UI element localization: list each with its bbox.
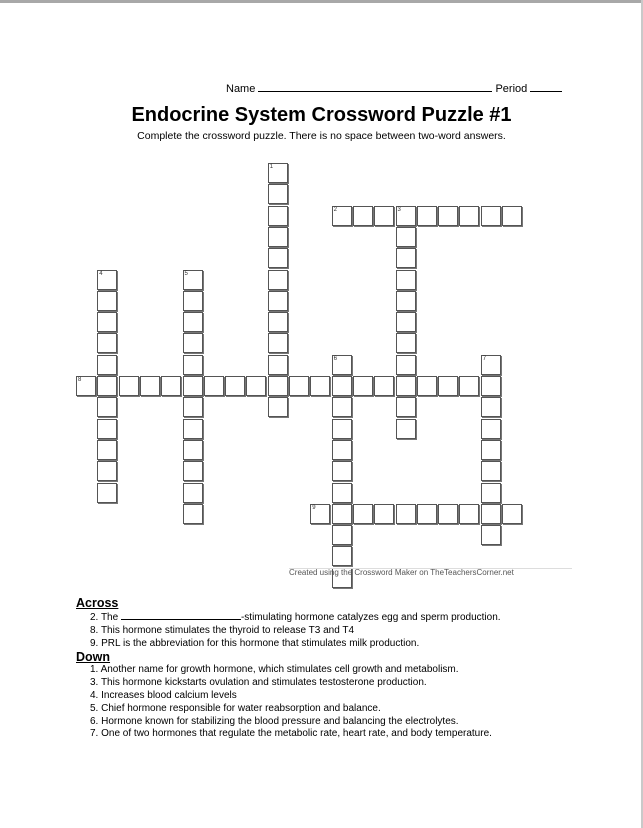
credit-text: Created using the Crossword Maker on TheTeachersCorner.net — [289, 568, 514, 577]
grid-cell[interactable] — [353, 206, 373, 226]
down-clue-4 — [76, 690, 501, 703]
clue-number-label: 2 — [333, 206, 337, 213]
grid-cell[interactable] — [183, 291, 203, 311]
grid-cell[interactable] — [183, 397, 203, 417]
grid-cell[interactable] — [332, 376, 352, 396]
grid-cell[interactable] — [97, 355, 117, 375]
grid-cell[interactable] — [268, 355, 288, 375]
grid-cell[interactable] — [310, 376, 330, 396]
grid-cell[interactable] — [396, 419, 416, 439]
grid-cell[interactable] — [268, 333, 288, 353]
clue-text: Another name for growth hormone, which stimulates cell growth and metabolism. — [100, 664, 459, 676]
grid-cell[interactable] — [396, 270, 416, 290]
grid-cell[interactable] — [332, 206, 352, 226]
grid-cell[interactable] — [332, 483, 352, 503]
grid-cell[interactable] — [97, 483, 117, 503]
down-clue-6 — [76, 716, 501, 729]
grid-cell[interactable] — [161, 376, 181, 396]
grid-cell[interactable] — [183, 419, 203, 439]
clue-number-label: 7 — [482, 355, 487, 362]
grid-cell[interactable] — [481, 440, 501, 460]
grid-cell[interactable] — [268, 376, 288, 396]
clue-number: 9. — [90, 637, 99, 649]
page-title: Endocrine System Crossword Puzzle #1 — [131, 104, 512, 126]
grid-cell[interactable] — [289, 376, 309, 396]
grid-cell[interactable] — [183, 376, 203, 396]
grid-cell[interactable] — [97, 291, 117, 311]
grid-cell[interactable] — [396, 355, 416, 375]
grid-cell[interactable] — [97, 270, 117, 290]
grid-cell[interactable] — [268, 397, 288, 417]
name-label: Name — [226, 83, 256, 95]
grid-cell[interactable] — [481, 355, 501, 375]
grid-cell[interactable] — [417, 206, 437, 226]
clue-number: 8. — [90, 624, 99, 636]
grid-cell[interactable] — [459, 376, 479, 396]
grid-cell[interactable] — [396, 312, 416, 332]
grid-cell[interactable] — [396, 248, 416, 268]
grid-cell[interactable] — [183, 440, 203, 460]
clue-text: One of two hormones that regulate the metabolic rate, heart rate, and body temperature. — [101, 728, 492, 740]
grid-cell[interactable] — [119, 376, 139, 396]
grid-cell[interactable] — [481, 525, 501, 545]
down-clue-3 — [76, 677, 501, 690]
clue-text: Hormone known for stabilizing the blood pressure and balancing the electrolytes. — [101, 715, 459, 727]
grid-cell[interactable] — [183, 355, 203, 375]
grid-cell[interactable] — [417, 504, 437, 524]
grid-cell[interactable] — [183, 504, 203, 524]
grid-cell[interactable] — [374, 376, 394, 396]
grid-cell[interactable] — [481, 483, 501, 503]
grid-cell[interactable] — [140, 376, 160, 396]
clue-number-label: 3 — [397, 206, 401, 213]
grid-cell[interactable] — [396, 504, 416, 524]
clue-number: 7. — [90, 728, 99, 740]
across-clue-9 — [76, 638, 501, 651]
grid-cell[interactable] — [438, 206, 458, 226]
grid-cell[interactable] — [97, 397, 117, 417]
grid-cell[interactable] — [481, 419, 501, 439]
grid-cell[interactable] — [481, 504, 501, 524]
grid-cell[interactable] — [183, 270, 203, 290]
grid-cell[interactable] — [97, 376, 117, 396]
grid-cell[interactable] — [332, 546, 352, 566]
across-heading: Across — [76, 596, 119, 610]
grid-cell[interactable] — [183, 312, 203, 332]
across-clue-8 — [76, 625, 501, 638]
grid-cell[interactable] — [481, 376, 501, 396]
grid-cell[interactable] — [310, 504, 330, 524]
grid-cell[interactable] — [481, 206, 501, 226]
instructions: Complete the crossword puzzle. There is no space between two-word answers. — [137, 130, 506, 142]
grid-cell[interactable] — [396, 376, 416, 396]
grid-cell[interactable] — [332, 419, 352, 439]
clue-number-label: 1 — [269, 164, 274, 170]
grid-cell[interactable] — [246, 376, 266, 396]
clue-text: Chief hormone responsible for water reabsorption and balance. — [101, 702, 381, 714]
clue-number-label: 4 — [99, 270, 103, 277]
clue-text: This hormone stimulates the thyroid to release T3 and T4 — [100, 624, 355, 636]
grid-cell[interactable] — [97, 440, 117, 460]
grid-cell[interactable] — [396, 291, 416, 311]
down-clue-5 — [76, 703, 501, 716]
grid-cell[interactable] — [396, 397, 416, 417]
clues-section — [76, 596, 501, 741]
grid-cell[interactable] — [183, 483, 203, 503]
grid-cell[interactable] — [268, 270, 288, 290]
grid-cell[interactable] — [183, 461, 203, 481]
grid-cell[interactable] — [332, 355, 352, 375]
grid-cell[interactable] — [353, 376, 373, 396]
clue-number-label: 5 — [184, 270, 188, 277]
down-clue-1 — [76, 664, 501, 677]
grid-cell[interactable] — [438, 504, 458, 524]
grid-cell[interactable] — [502, 206, 522, 226]
grid-cell[interactable] — [268, 184, 288, 204]
grid-cell[interactable] — [438, 376, 458, 396]
grid-cell[interactable] — [481, 461, 501, 481]
grid-cell[interactable] — [183, 333, 203, 353]
grid-cell[interactable] — [204, 376, 224, 396]
grid-cell[interactable] — [396, 206, 416, 226]
grid-cell[interactable] — [268, 248, 288, 268]
period-label: Period — [495, 83, 528, 95]
clue-number-label: 6 — [333, 355, 337, 362]
down-heading: Down — [76, 650, 111, 665]
grid-cell[interactable] — [332, 461, 352, 481]
clue-blank — [121, 610, 241, 620]
grid-cell[interactable] — [97, 419, 117, 439]
grid-cell[interactable] — [481, 397, 501, 417]
grid-cell[interactable] — [459, 504, 479, 524]
grid-cell[interactable] — [225, 376, 245, 396]
clue-text: PRL is the abbreviation for this hormone that stimulates milk production. — [101, 637, 420, 649]
clue-text: This hormone kickstarts ovulation and stimulates testosterone production. — [100, 677, 427, 689]
grid-cell[interactable] — [268, 291, 288, 311]
grid-cell[interactable] — [268, 312, 288, 332]
grid-cell[interactable] — [332, 440, 352, 460]
clue-number: 3. — [90, 677, 99, 689]
grid-cell[interactable] — [417, 376, 437, 396]
grid-cell[interactable] — [97, 333, 117, 353]
grid-cell[interactable] — [76, 376, 96, 396]
grid-cell[interactable] — [374, 504, 394, 524]
clue-text-after: -stimulating hormone catalyzes egg and sperm production. — [240, 612, 501, 623]
grid-cell[interactable] — [268, 163, 288, 183]
grid-cell[interactable] — [353, 504, 373, 524]
grid-cell[interactable] — [374, 206, 394, 226]
grid-cell[interactable] — [97, 312, 117, 332]
clue-number: 4. — [90, 689, 99, 701]
grid-cell[interactable] — [332, 397, 352, 417]
grid-cell[interactable] — [502, 504, 522, 524]
clue-number-label: 9 — [312, 504, 316, 511]
clue-number-label: 8 — [78, 377, 82, 383]
clue-number: 6. — [90, 715, 99, 727]
clue-number: 2. — [90, 612, 99, 623]
grid-cell[interactable] — [396, 333, 416, 353]
grid-cell[interactable] — [268, 206, 288, 226]
grid-cell[interactable] — [97, 461, 117, 481]
clue-text-before: The — [100, 612, 119, 623]
grid-cell[interactable] — [459, 206, 479, 226]
clue-number: 1. — [90, 664, 99, 676]
grid-cell[interactable] — [332, 504, 352, 524]
clue-text: Increases blood calcium levels — [101, 689, 237, 701]
grid-cell[interactable] — [332, 525, 352, 545]
down-clue-7 — [76, 728, 501, 741]
clue-number: 5. — [90, 702, 99, 714]
grid-cell[interactable] — [396, 227, 416, 247]
across-clue-2 — [76, 610, 501, 625]
grid-cell[interactable] — [268, 227, 288, 247]
